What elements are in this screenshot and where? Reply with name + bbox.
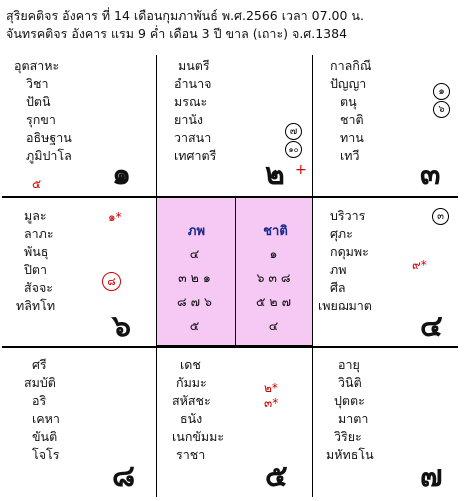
house-item: มนตรี: [178, 58, 210, 73]
house-item: มหัทธโน: [326, 447, 374, 462]
house-item: เทวี: [340, 148, 360, 163]
house-3-list: [330, 57, 371, 165]
house-item: ตนุ: [340, 94, 357, 109]
house-item: เพยฌมาต: [318, 298, 372, 313]
house-item: ยานัง: [174, 112, 203, 127]
house-8-number: ๘: [112, 459, 136, 494]
house-6-number: ๖: [112, 309, 132, 344]
house-item: สัจจะ: [24, 280, 53, 295]
house-5-mark: ๓*: [264, 396, 279, 410]
house-item: มาตา: [338, 411, 369, 426]
house-7-number: ๗: [420, 459, 443, 494]
house-3-number: ๓: [420, 157, 441, 192]
house-1-number: ๑: [112, 157, 132, 192]
house-item: กดุมพะ: [330, 244, 369, 259]
planet-marker: ๗: [285, 123, 302, 140]
house-8-list: [24, 356, 60, 464]
planet-marker: ๓: [432, 208, 449, 225]
house-item: ลาภะ: [24, 226, 54, 241]
house-item: ทลิทโท: [16, 298, 56, 313]
left-title: ภพ: [187, 224, 206, 239]
header-line-lunar: จันทรคติจร อังคาร แรม 9 ค่ำ เดือน 3 ปี ขาล (เถาะ) จ.ศ.1384: [6, 26, 348, 41]
header-line-solar: สุริยคติจร อังคาร ที่ 14 เดือนกุมภาพันธ์ พ.ศ.2566 เวลา 07.00 น.: [6, 8, 364, 23]
house-item: ศรี: [32, 357, 47, 372]
left-row: ๘๗๖: [177, 294, 216, 309]
right-row: ๑: [269, 246, 282, 261]
right-row: ๔: [268, 318, 283, 333]
house-1-mark: ๕: [32, 177, 42, 191]
planet-marker: ๑: [433, 83, 450, 100]
house-item: ภพ: [330, 262, 347, 277]
house-4-mark: ๙*: [412, 258, 427, 272]
house-item: ธนัง: [180, 411, 203, 426]
house-item: กาลกิณี: [330, 58, 372, 73]
house-item: กัมมะ: [176, 375, 207, 390]
house-4-list: [318, 207, 372, 315]
house-item: วิริยะ: [334, 429, 362, 444]
house-item: อธิษฐาน: [26, 130, 72, 145]
house-item: ปัญญา: [330, 76, 367, 91]
house-item: บริวาร: [330, 208, 366, 223]
house-item: ภูมิปาโล: [26, 148, 72, 163]
house-7-list: [326, 356, 374, 464]
house-item: เคหา: [32, 411, 60, 426]
house-item: มูละ: [24, 208, 47, 223]
house-item: เนกขัมมะ: [172, 429, 225, 444]
house-item: ปิตา: [24, 262, 48, 277]
house-item: ชาติ: [340, 112, 364, 127]
right-title: ชาติ: [263, 224, 288, 239]
left-row: ๔: [189, 246, 204, 261]
house-item: ปุตตะ: [334, 393, 365, 408]
house-5-mark: ๒*: [264, 381, 278, 395]
house-5-list: [172, 356, 224, 464]
left-row: ๕: [189, 318, 204, 333]
house-2-number: ๒: [265, 157, 285, 192]
house-item: วาสนา: [174, 130, 212, 145]
house-item: วิชา: [26, 76, 49, 91]
house-item: โจโร: [32, 447, 60, 462]
house-item: ขันติ: [32, 429, 58, 444]
house-item: อริ: [32, 393, 47, 408]
house-item: สมบัติ: [24, 375, 56, 390]
house-6-list: [16, 207, 55, 315]
house-item: เทศาตรี: [174, 148, 217, 163]
right-row: ๖๓๘: [256, 270, 295, 285]
house-item: อายุ: [338, 357, 360, 372]
house-6-mark: ๑*: [108, 210, 122, 224]
house-item: เดช: [180, 357, 201, 372]
house-1-list: [14, 57, 72, 165]
house-item: มรณะ: [174, 94, 208, 109]
house-item: วินิติ: [338, 375, 362, 390]
house-item: รุกขา: [26, 112, 56, 127]
house-item: ศีล: [330, 280, 346, 295]
house-2-list: [174, 57, 216, 165]
house-item: ปัตนิ: [26, 94, 51, 109]
house-item: พันธุ: [24, 244, 49, 259]
house-item: ทาน: [340, 130, 364, 145]
planet-marker: ๑๐: [285, 141, 302, 158]
house-item: ราชา: [176, 447, 206, 462]
house-item: สหัสชะ: [172, 393, 211, 408]
planet-marker: ๘: [102, 272, 121, 291]
house-item: ศุภะ: [330, 226, 353, 241]
house-item: อำนาจ: [174, 76, 212, 91]
right-row: ๕๒๗: [255, 294, 296, 309]
house-2-plus: +: [295, 162, 307, 178]
lagna-box: [156, 196, 313, 347]
house-4-number: ๔: [420, 309, 443, 344]
house-item: อุตสาหะ: [14, 58, 60, 73]
left-row: ๓๒๑: [178, 270, 215, 285]
house-5-number: ๕: [265, 459, 288, 494]
planet-marker: ๖: [433, 101, 450, 118]
